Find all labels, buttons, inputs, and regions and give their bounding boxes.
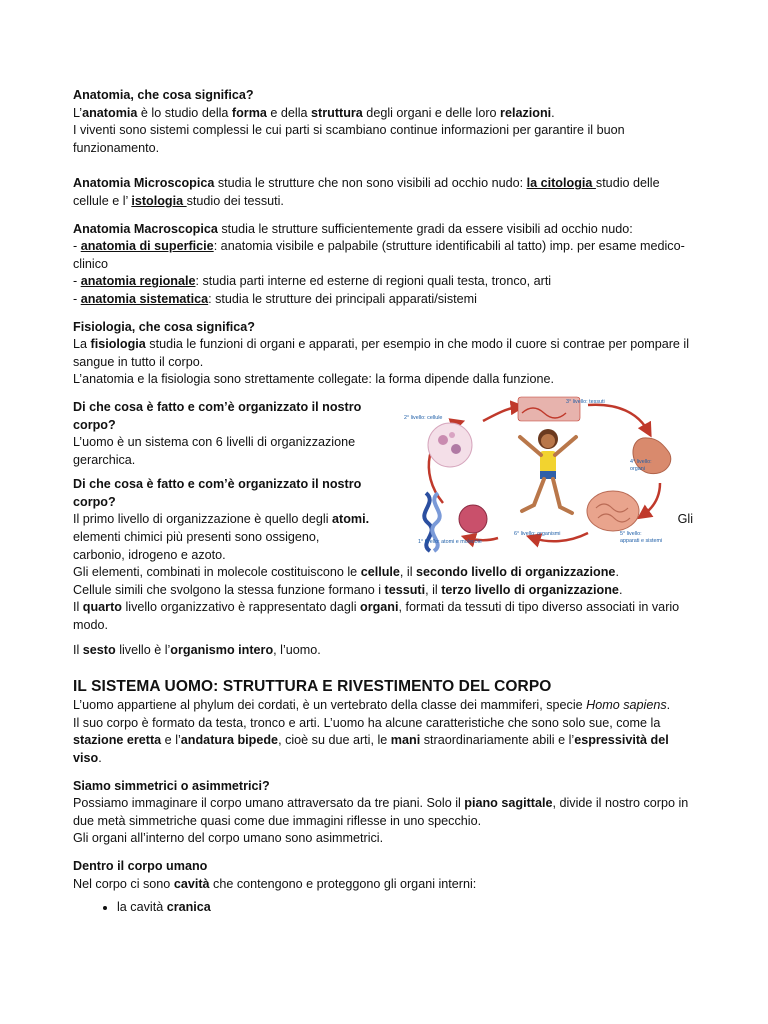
section-heading-simmetria: Siamo simmetrici o asimmetrici? xyxy=(73,778,270,793)
org-sixth-level: Il sesto livello è l’organismo intero, l’uomo. xyxy=(73,642,321,657)
org-heading-1: Di che cosa è fatto e com’è organizzato il nostro corpo? xyxy=(73,399,362,432)
org-elements: elementi chimici più presenti sono ossigeno, carbonio, idrogeno e azoto. xyxy=(73,530,320,562)
org-text-1: L’uomo è un sistema con 6 livelli di organizzazione gerarchica. xyxy=(73,435,356,467)
label-level-5b: apparati e sistemi xyxy=(620,537,663,544)
cells-illustration xyxy=(428,423,472,467)
sistema-corpo: Il suo corpo è formato da testa, tronco e arti. L’uomo ha alcune caratteristiche che sono solo sue, come la stazione eretta e l’andatura bipede, cioè su due arti, le mani straordinariamente abili e l’espressività del viso. xyxy=(73,715,669,765)
macro-item-regionale: - anatomia regionale: studia parti interne ed esterne di regioni quali testa, tronco, arti xyxy=(73,274,552,289)
sistema-phylum: L’uomo appartiene al phylum dei cordati, è un vertebrato della classe dei mammiferi, specie Homo sapiens. xyxy=(73,698,671,713)
list-item: • la cavità cranica xyxy=(117,899,693,917)
section-heading-anatomia: Anatomia, che cosa significa? xyxy=(73,88,254,102)
organization-text-2 xyxy=(73,476,373,511)
fisiologia-definition: La fisiologia studia le funzioni di organi e apparati, per esempio in che modo il cuore si contrae per pompare il sangue in tutto il corpo. xyxy=(73,337,690,369)
organization-block xyxy=(73,399,693,564)
viventi-paragraph: I viventi sono sistemi complessi le cui parti si scambiano continue informazioni per garantire il buon funzionamento. xyxy=(73,123,625,155)
macro-item-sistematica: - anatomia sistematica: studia le strutture dei principali apparati/sistemi xyxy=(73,291,477,306)
anatomia-macroscopica-paragraph: Anatomia Macroscopica studia le strutture sufficientemente gradi da essere visibili ad occhio nudo: xyxy=(73,221,633,236)
cell-shape xyxy=(438,435,448,445)
org-second-level: Gli elementi, combinati in molecole costituiscono le cellule, il secondo livello di organizzazione. xyxy=(73,565,619,580)
label-level-1: 1° livello: atomi e molecole xyxy=(418,538,482,545)
macro-item-superficie: - anatomia di superficie: anatomia visibile e palpabile (strutture identificabili al tatto) imp. per esame medico-clinico xyxy=(73,239,685,271)
anatomia-microscopica-paragraph: Anatomia Microscopica studia le strutture che non sono visibili ad occhio nudo: la citologia studio delle cellule e l’ istologia studio dei tessuti. xyxy=(73,176,660,208)
person-jumping-illustration xyxy=(520,429,576,513)
simmetria-piani: Possiamo immaginare il corpo umano attraversato da tre piani. Solo il piano sagittale, divide il nostro corpo in due metà simmetriche quasi come due immagini riflesse in uno specchio. xyxy=(73,796,689,828)
fisiologia-relation: L’anatomia e la fisiologia sono strettamente collegate: la forma dipende dalla funzione. xyxy=(73,372,554,387)
document-page xyxy=(73,87,693,917)
label-level-6: 6° livello: organismi xyxy=(514,530,561,537)
label-level-5a: 5° livello: xyxy=(620,530,642,537)
section-heading-dentro: Dentro il corpo umano xyxy=(73,858,208,873)
cavity-list xyxy=(73,899,693,917)
section-heading-sistema-uomo: IL SISTEMA UOMO: STRUTTURA E RIVESTIMENTO DEL CORPO xyxy=(73,678,552,696)
organization-text-1 xyxy=(73,399,373,469)
anatomia-definition: L’anatomia è lo studio della forma e della struttura degli organi e delle loro relazioni. xyxy=(73,105,555,120)
org-heading-2: Di che cosa è fatto e com’è organizzato il nostro corpo? xyxy=(73,477,362,509)
cell-shape xyxy=(451,444,461,454)
label-level-4b: organi xyxy=(630,465,645,472)
section-heading-fisiologia: Fisiologia, che cosa significa? xyxy=(73,319,255,334)
label-level-3: 3° livello: tessuti xyxy=(566,398,605,405)
org-fourth-level: Il quarto livello organizzativo è rappresentato dagli organi, formati da tessuti di tipo diverso associati in vario modo. xyxy=(73,600,680,633)
label-level-2: 2° livello: cellule xyxy=(404,414,443,421)
gli-word: Gli xyxy=(677,512,693,527)
cycle-arrow xyxy=(483,407,518,421)
org-first-level: Il primo livello di organizzazione è quello degli atomi. Gli xyxy=(73,511,693,529)
org-third-level: Cellule simili che svolgono la stessa funzione formano i tessuti, il terzo livello di organizzazione. xyxy=(73,582,623,597)
cycle-arrow xyxy=(588,405,648,431)
label-level-4a: 4° livello: xyxy=(630,458,652,465)
simmetria-organi: Gli organi all’interno del corpo umano sono asimmetrici. xyxy=(73,831,384,846)
cycle-arrow xyxy=(643,483,660,515)
cell-shape xyxy=(449,432,455,438)
dentro-cavita: Nel corpo ci sono cavità che contengono e proteggono gli organi interni: xyxy=(73,876,477,891)
